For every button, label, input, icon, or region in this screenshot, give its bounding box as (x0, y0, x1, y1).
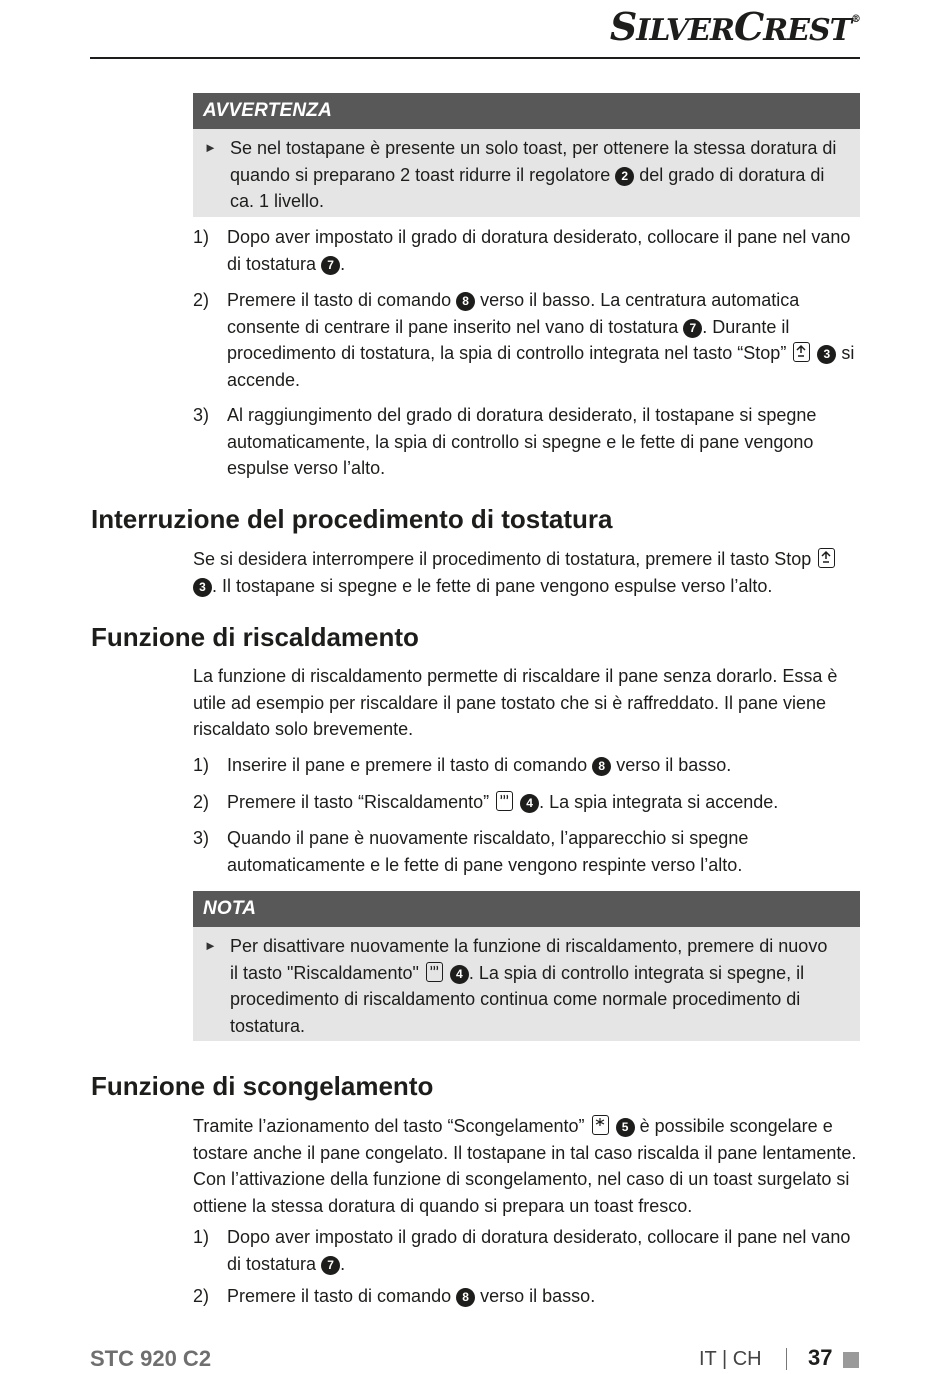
part-number-badge: 8 (592, 757, 611, 776)
part-number-badge: 5 (616, 1118, 635, 1137)
part-number-badge: 4 (520, 794, 539, 813)
warning-box (193, 93, 860, 217)
part-number-badge: 4 (450, 965, 469, 984)
bullet-arrow-icon: ► (204, 140, 217, 155)
part-number-badge: 2 (615, 167, 634, 186)
stop-button-icon (818, 548, 835, 568)
page-number: 37 (808, 1345, 833, 1370)
section-heading: Funzione di scongelamento (91, 1071, 434, 1101)
list-item: 3) Quando il pane è nuovamente riscaldato, l’apparecchio si spegne automaticamente e le fette di pane vengono respinte verso l’alto. (193, 828, 749, 875)
section-paragraph: Se si desidera interrompere il procedimento di tostatura, premere il tasto Stop 3 . Il tostapane si spegne e le fette di pane vengono espulse verso l’alto. (193, 546, 860, 599)
part-number-badge: 7 (321, 1256, 340, 1275)
list-item: 2) Premere il tasto “Riscaldamento” 4 . La spia integrata si accende. (193, 792, 779, 812)
note-title: NOTA (193, 891, 860, 927)
list-item: 1) Dopo aver impostato il grado di doratura desiderato, collocare il pane nel vano di tostatura 7 . (193, 227, 851, 274)
bullet-arrow-icon: ► (204, 938, 217, 953)
part-number-badge: 8 (456, 292, 475, 311)
part-number-badge: 3 (817, 345, 836, 364)
list-item: 2) Premere il tasto di comando 8 verso il basso. La centratura automatica consente di centrare il pane inserito nel vano di tostatura 7 . Durante il procedimento di tostatura, la spia di controllo integrata nel tasto “Stop” 3 si accende. (193, 290, 855, 390)
footer-model: STC 920 C2 (90, 1346, 212, 1371)
part-number-badge: 3 (193, 578, 212, 597)
header-rule (90, 57, 860, 59)
list-item: 1) Dopo aver impostato il grado di doratura desiderato, collocare il pane nel vano di tostatura 7 . (193, 1227, 851, 1274)
list-item: 2) Premere il tasto di comando 8 verso il basso. (193, 1286, 596, 1306)
part-number-badge: 7 (683, 319, 702, 338)
list-item: 1) Inserire il pane e premere il tasto di comando 8 verso il basso. (193, 755, 732, 775)
reheat-button-icon (496, 791, 513, 811)
note-box (193, 891, 860, 1041)
section-heading: Funzione di riscaldamento (91, 622, 419, 652)
footer-divider (786, 1348, 787, 1370)
warning-bullet: ► Se nel tostapane è presente un solo toast, per ottenere la stessa doratura di quando si preparano 2 toast ridurre il regolatore 2 del grado di doratura di ca. 1 livello. (193, 129, 860, 221)
note-bullet: ► Per disattivare nuovamente la funzione di riscaldamento, premere di nuovo il tasto "Riscaldamento" 4 . La spia di controllo integrata si spegne, il procedimento di riscaldamento continua come normale procedimento di tostatura. (193, 927, 860, 1045)
part-number-badge: 7 (321, 256, 340, 275)
section-heading: Interruzione del procedimento di tostatura (91, 504, 613, 534)
footer-language: IT | CH (699, 1348, 762, 1370)
list-item: 3) Al raggiungimento del grado di doratura desiderato, il tostapane si spegne automaticamente, la spia di controllo si spegne e le fette di pane vengono espulse verso l’alto. (193, 405, 817, 478)
section-paragraph: La funzione di riscaldamento permette di riscaldare il pane senza dorarlo. Essa è utile ad esempio per riscaldare il pane tostato che si è raffreddato. Il pane viene riscaldato solo brevemente. (193, 666, 838, 739)
warning-title: AVVERTENZA (193, 93, 860, 129)
section-paragraph: Tramite l’azionamento del tasto “Scongelamento” 5 è possibile scongelare e tostare anche il pane congelato. Il tostapane in tal caso riscalda il pane lentamente. Con l’attivazione della funzione di scongelamento, nel caso di un toast surgelato si ottiene la stessa doratura di quando si prepara un toast fresco. (193, 1116, 857, 1216)
reheat-button-icon (426, 962, 443, 982)
defrost-button-icon (592, 1115, 609, 1135)
page-marker-icon (843, 1352, 859, 1368)
stop-button-icon (793, 342, 810, 362)
part-number-badge: 8 (456, 1288, 475, 1307)
brand-logo: SILVERCREST® (609, 4, 860, 49)
